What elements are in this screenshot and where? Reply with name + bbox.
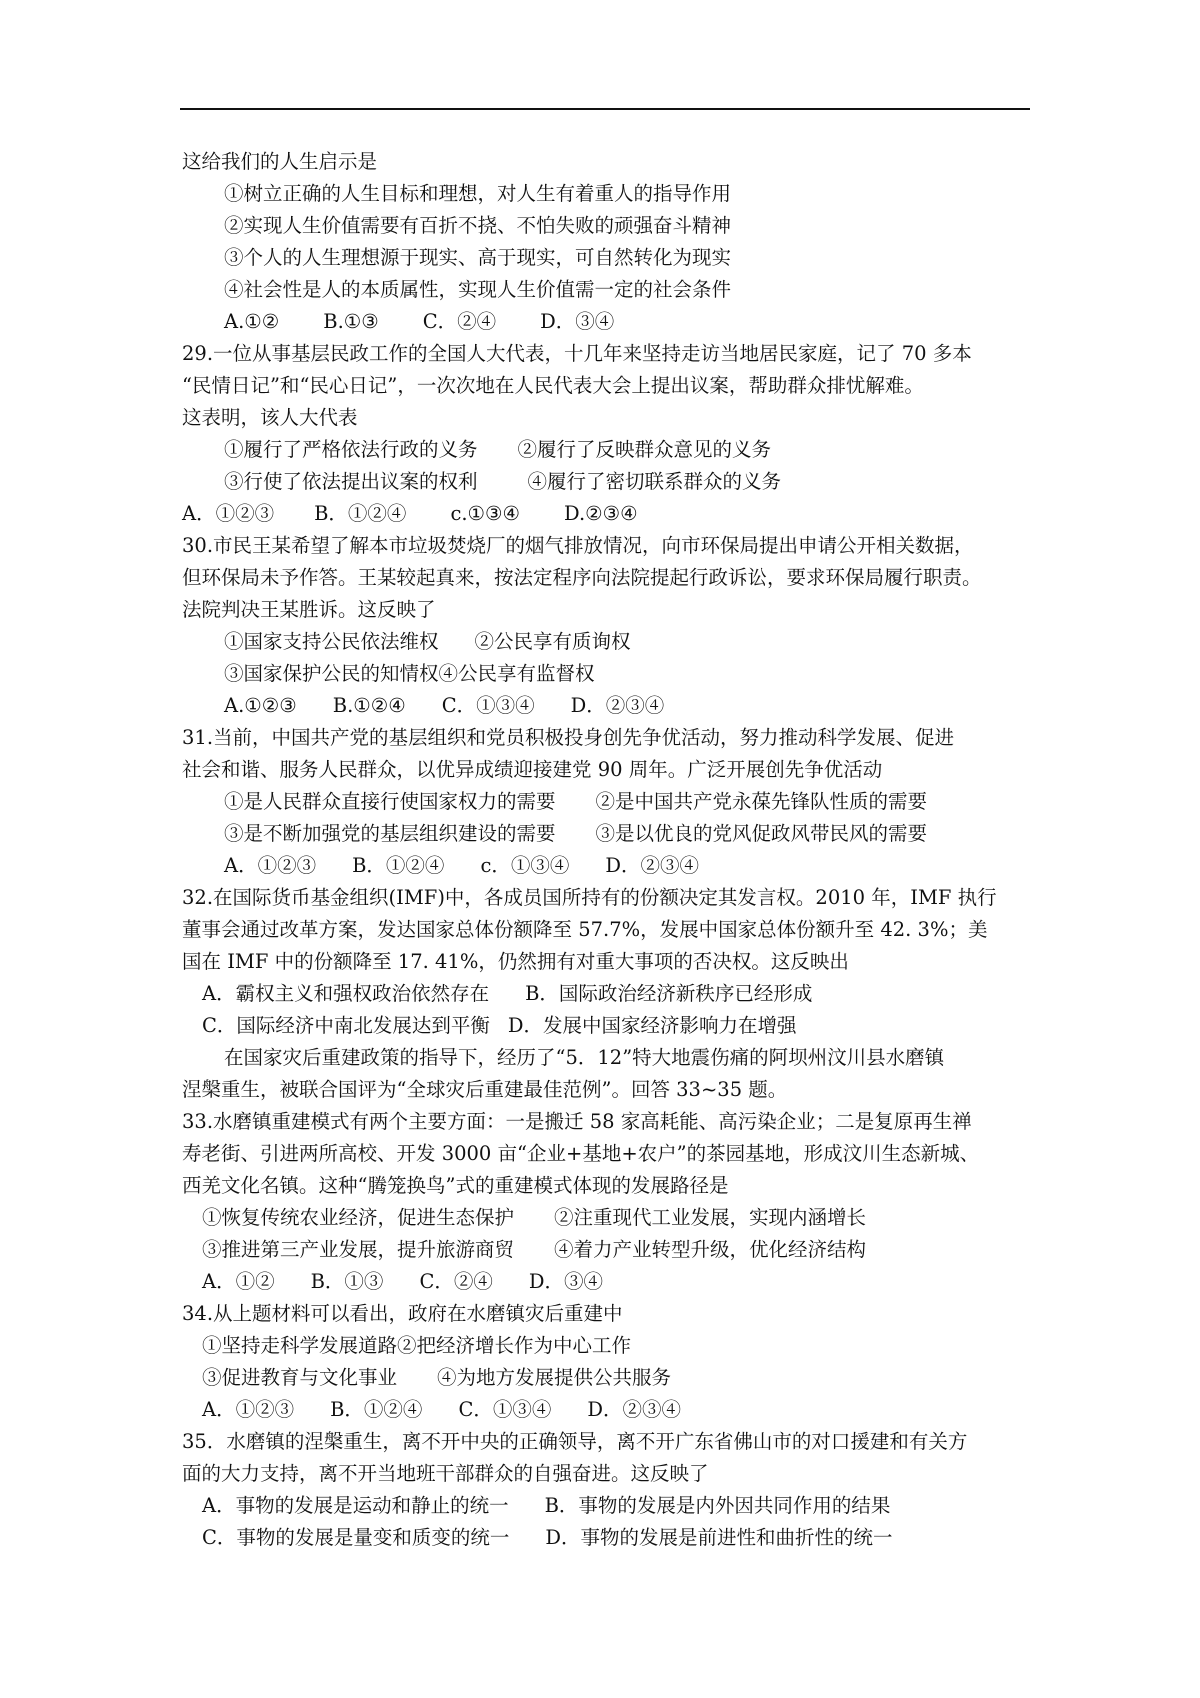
option-c: C．①③④ xyxy=(458,1398,552,1421)
choice-item: ④为地方发展提供公共服务 xyxy=(437,1366,672,1389)
answer-options xyxy=(182,1394,1032,1426)
answer-options-row xyxy=(182,1522,1032,1554)
question-35-line: 面的大力支持，离不开当地班干部群众的自强奋进。这反映了 xyxy=(182,1462,709,1485)
option-b: B．①③ xyxy=(310,1270,384,1293)
choice-item: ③个人的人生理想源于现实、高于现实，可自然转化为现实 xyxy=(224,246,732,269)
option-c: C．②④ xyxy=(422,310,497,333)
header-rule xyxy=(180,108,1030,110)
option-d: D．②③④ xyxy=(570,694,665,717)
option-b: B.①②④ xyxy=(332,694,406,717)
choice-item: ①坚持走科学发展道路②把经济增长作为中心工作 xyxy=(202,1334,632,1357)
option-a: A．事物的发展是运动和静止的统一 xyxy=(202,1494,509,1517)
option-b: B．①②④ xyxy=(352,854,445,877)
answer-options-row xyxy=(182,1010,1032,1042)
answer-options-row xyxy=(182,1490,1032,1522)
answer-options xyxy=(182,306,1032,338)
choice-row xyxy=(182,466,1032,498)
question-34-line: 34.从上题材料可以看出，政府在水磨镇灾后重建中 xyxy=(182,1302,623,1325)
choice-row xyxy=(182,434,1032,466)
option-b: B.①③ xyxy=(323,310,379,333)
option-c: c.①③④ xyxy=(450,502,521,525)
answer-options xyxy=(182,850,1032,882)
option-c: C．①③④ xyxy=(441,694,535,717)
option-d: D．事物的发展是前进性和曲折性的统一 xyxy=(545,1526,893,1549)
choice-item: ③推进第三产业发展，提升旅游商贸 xyxy=(202,1238,515,1261)
question-33-line: 西羌文化名镇。这种“腾笼换鸟”式的重建模式体现的发展路径是 xyxy=(182,1174,729,1197)
answer-options xyxy=(182,690,1032,722)
answer-options xyxy=(182,498,1032,530)
choice-item: ②注重现代工业发展，实现内涵增长 xyxy=(554,1206,867,1229)
choice-item: ④着力产业转型升级，优化经济结构 xyxy=(554,1238,867,1261)
material-line: 涅槃重生，被联合国评为“全球灾后重建最佳范例”。回答 33~35 题。 xyxy=(182,1078,788,1101)
choice-item: ②履行了反映群众意见的义务 xyxy=(517,438,772,461)
option-a: A．①② xyxy=(202,1270,275,1293)
option-d: D.②③④ xyxy=(564,502,638,525)
question-29-line: 这表明，该人大代表 xyxy=(182,406,358,429)
option-c: C．国际经济中南北发展达到平衡 xyxy=(202,1014,490,1037)
option-d: D．③④ xyxy=(528,1270,603,1293)
question-35-line: 35．水磨镇的涅槃重生，离不开中央的正确领导，离不开广东省佛山市的对口援建和有关方 xyxy=(182,1430,968,1453)
exam-page-content xyxy=(182,146,1032,1554)
option-a: A．霸权主义和强权政治依然存在 xyxy=(202,982,490,1005)
answer-options xyxy=(182,1266,1032,1298)
choice-item: ①恢复传统农业经济，促进生态保护 xyxy=(202,1206,515,1229)
option-d: D．②③④ xyxy=(605,854,699,877)
choice-item: ①是人民群众直接行使国家权力的需要 xyxy=(224,790,556,813)
question-31-line: 31.当前，中国共产党的基层组织和党员积极投身创先争优活动，努力推动科学发展、促进 xyxy=(182,726,955,749)
option-d: D．发展中国家经济影响力在增强 xyxy=(507,1014,797,1037)
option-a: A.①② xyxy=(224,310,280,333)
choice-row xyxy=(182,786,1032,818)
question-32-line: 董事会通过改革方案，发达国家总体份额降至 57.7%，发展中国家总体份额升至 42. 3%；美 xyxy=(182,918,988,941)
option-b: B．①②④ xyxy=(314,502,407,525)
option-c: C．事物的发展是量变和质变的统一 xyxy=(202,1526,510,1549)
option-a: A．①②③ xyxy=(224,854,317,877)
question-30-line: 法院判决王某胜诉。这反映了 xyxy=(182,598,436,621)
question-33-line: 33.水磨镇重建模式有两个主要方面：一是搬迁 58 家高耗能、高污染企业；二是复原再生禅 xyxy=(182,1110,972,1133)
option-b: B．①②④ xyxy=(330,1398,423,1421)
material-line: 在国家灾后重建政策的指导下，经历了“5．12”特大地震伤痛的阿坝州汶川县水磨镇 xyxy=(224,1046,945,1069)
question-32-line: 国在 IMF 中的份额降至 17. 41%，仍然拥有对重大事项的否决权。这反映出 xyxy=(182,950,849,973)
question-29-line: 29.一位从事基层民政工作的全国人大代表，十几年来坚持走访当地居民家庭，记了 70 多本 xyxy=(182,342,972,365)
choice-item: ③促进教育与文化事业 xyxy=(202,1366,398,1389)
answer-options-row xyxy=(182,978,1032,1010)
choice-row xyxy=(182,1202,1032,1234)
option-a: A.①②③ xyxy=(224,694,297,717)
choice-item: ①树立正确的人生目标和理想，对人生有着重人的指导作用 xyxy=(224,182,732,205)
question-33-line: 寿老街、引进两所高校、开发 3000 亩“企业+基地+农户”的茶园基地，形成汶川生态新城、 xyxy=(182,1142,980,1165)
choice-item: ②实现人生价值需要有百折不挠、不怕失败的顽强奋斗精神 xyxy=(224,214,732,237)
question-32-line: 32.在国际货币基金组织(IMF)中，各成员国所持有的份额决定其发言权。2010 年，IMF 执行 xyxy=(182,886,997,909)
question-31-line: 社会和谐、服务人民群众，以优异成绩迎接建党 90 周年。广泛开展创先争优活动 xyxy=(182,758,883,781)
question-stem: 这给我们的人生启示是 xyxy=(182,150,378,173)
choice-item: ③行使了依法提出议案的权利 xyxy=(224,470,478,493)
option-c: c．①③④ xyxy=(480,854,570,877)
choice-row xyxy=(182,1362,1032,1394)
choice-row xyxy=(182,1234,1032,1266)
choice-row xyxy=(182,626,1032,658)
choice-item: ④履行了密切联系群众的义务 xyxy=(527,470,782,493)
option-d: D．②③④ xyxy=(587,1398,681,1421)
option-b: B．事物的发展是内外因共同作用的结果 xyxy=(544,1494,891,1517)
choice-item: ②是中国共产党永葆先锋队性质的需要 xyxy=(595,790,928,813)
question-30-line: 30.市民王某希望了解本市垃圾焚烧厂的烟气排放情况，向市环保局提出申请公开相关数据， xyxy=(182,534,974,557)
option-d: D．③④ xyxy=(540,310,615,333)
choice-item: ①国家支持公民依法维权 xyxy=(224,630,439,653)
option-a: A．①②③ xyxy=(182,502,275,525)
choice-item: ④社会性是人的本质属性，实现人生价值需一定的社会条件 xyxy=(224,278,732,301)
question-29-line: “民情日记”和“民心日记”，一次次地在人民代表大会上提出议案，帮助群众排忧解难。 xyxy=(182,374,924,397)
question-30-line: 但环保局未予作答。王某较起真来，按法定程序向法院提起行政诉讼，要求环保局履行职责。 xyxy=(182,566,982,589)
option-b: B．国际政治经济新秩序已经形成 xyxy=(525,982,813,1005)
choice-item: ③是不断加强党的基层组织建设的需要 xyxy=(224,822,556,845)
choice-item: ③国家保护公民的知情权④公民享有监督权 xyxy=(224,662,595,685)
choice-item: ③是以优良的党风促政风带民风的需要 xyxy=(595,822,928,845)
choice-item: ①履行了严格依法行政的义务 xyxy=(224,438,478,461)
option-c: C．②④ xyxy=(419,1270,493,1293)
option-a: A．①②③ xyxy=(202,1398,295,1421)
choice-row xyxy=(182,818,1032,850)
choice-item: ②公民享有质询权 xyxy=(474,630,631,653)
